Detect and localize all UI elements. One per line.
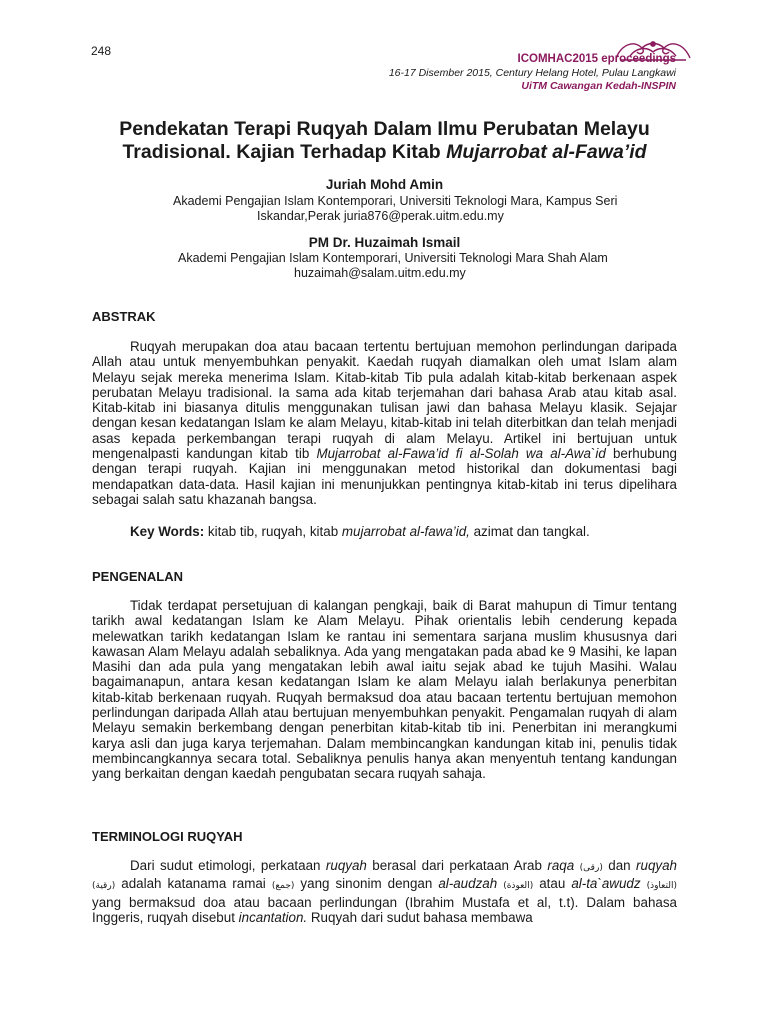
introduction-heading: PENGENALAN	[92, 569, 184, 584]
arabic-term: (رقية)	[92, 881, 116, 892]
conference-name: ICOMHAC2015 eproceedings	[517, 53, 676, 65]
conference-date: 16-17 Disember 2015, Century Helang Hotel, Pulau Langkawi	[388, 67, 676, 79]
introduction-body: Tidak terdapat persetujuan di kalangan pengkaji, baik di Barat mahupun di Timur tentang tarikh awal kedatangan Islam ke Alam Melayu. Pihak orientalis lebih cenderung kepada melewatkan tarikh kedatangan Islam ke rantau ini sementara sarjana muslim khususnya dari kawasan Alam Melayu adalah sebaliknya. Ada yang mengatakan pada abad ke 9 Masihi, ke lapan Masihi dan ada pula yang mengatakan lebih awal iaitu sejak abad ke tujuh Masihi. Walau bagaimanapun, antara kesan kedatangan Islam ke alam Melayu ialah berlakunya penerbitan kitab-kitab berkenaan ruqyah. Ruqyah bermaksud doa atau bacaan tertentu bertujuan memohon perlindungan daripada Allah atau bertujuan menyembuhkan penyakit. Pengamalan ruqyah di alam Melayu semakin berkembang dengan penerbitan kitab-kitab tib ini. Penerbitan ini merangkumi karya asli dan juga karya terjemahan. Dalam membincangkan kandungan kitab ini, penulis tidak membincangkannya secara total. Sebaliknya penulis hanya akan menyentuh tentang kandungan yang berkaitan dengan kaedah pengubatan secara ruqyah sahaja.	[92, 598, 677, 782]
arabic-term: (رقى)	[579, 863, 603, 873]
abstract-body: Ruqyah merupakan doa atau bacaan tertentu bertujuan memohon perlindungan daripada Allah atau untuk menyembuhkan penyakit. Kaedah ruqyah diamalkan oleh umat Islam alam Melayu sejak mereka menerima Islam. Kitab-kitab Tib pula adalah kitab-kitab berkenaan aspek perubatan Melayu tradisional. Ia sama ada kitab terjemahan dari bahasa Arab atau kitab asal. Kitab-kitab ini biasanya ditulis menggunakan tulisan jawi dan bahasa Melayu klasik. Sejajar dengan kesan kedatangan Islam ke alam Melayu, kitab-kitab ini telah diterbitkan dan telah menjadi asas kepada perkembangan terapi ruqyah di alam Melayu. Artikel ini bertujuan untuk mengenalpasti kandungan kitab tib Mujarrobat al-Fawa’id fi al-Solah wa al-Awa`id berhubung dengan terapi ruqyah. Kajian ini menggunakan metod historikal dan dokumentasi bagi mendapatkan data-data. Hasil kajian ini menunjukkan pentingnya kitab-kitab ini terus dipelihara sebagai salah satu khazanah bangsa.	[92, 339, 677, 507]
arabic-term: (التعاوذ)	[646, 881, 677, 892]
author-name-2: PM Dr. Huzaimah Ismail	[308, 235, 461, 250]
title-line-1: Pendekatan Terapi Ruqyah Dalam Ilmu Perubatan Melayu	[119, 118, 650, 140]
author-name-1: Juriah Mohd Amin	[325, 177, 444, 192]
terminology-heading: TERMINOLOGI RUQYAH	[92, 829, 243, 844]
paper-title	[92, 118, 677, 164]
abstract-heading: ABSTRAK	[92, 309, 156, 324]
terminology-body: Dari sudut etimologi, perkataan ruqyah berasal dari perkataan Arab raqa (رقى) dan ruqyah (رقية) adalah katanama ramai (جمع) yang sinonim dengan al-audzah (العوذة) atau al-ta`awudz (التعاوذ) yang bermaksud doa atau bacaan perlindungan (Ibrahim Mustafa et al, t.t). Dalam bahasa Inggeris, ruqyah disebut incantation. Ruqyah dari sudut bahasa membawa	[92, 858, 677, 925]
keywords-label: Key Words:	[130, 524, 205, 539]
arabic-term: (جمع)	[271, 881, 295, 892]
conference-header	[389, 52, 676, 93]
arabic-term: (العوذة)	[503, 881, 534, 892]
title-book-name: Mujarrobat al-Fawa’id	[446, 141, 647, 163]
keywords: Key Words: kitab tib, ruqyah, kitab mujarrobat al-fawa’id, azimat dan tangkal.	[130, 524, 590, 539]
author-affiliation-1: Akademi Pengajian Islam Kontemporari, Universiti Teknologi Mara, Kampus Seri Iskandar,Perak juria876@perak.uitm.edu.my	[173, 194, 618, 223]
conference-organizer: UiTM Cawangan Kedah-INSPIN	[521, 80, 676, 92]
title-line-2: Tradisional. Kajian Terhadap Kitab Mujarrobat al-Fawa’id	[122, 141, 647, 163]
author-affiliation-2: Akademi Pengajian Islam Kontemporari, Universiti Teknologi Mara Shah Alam huzaimah@salam.uitm.edu.my	[178, 251, 608, 280]
page-number: 248	[91, 44, 112, 58]
